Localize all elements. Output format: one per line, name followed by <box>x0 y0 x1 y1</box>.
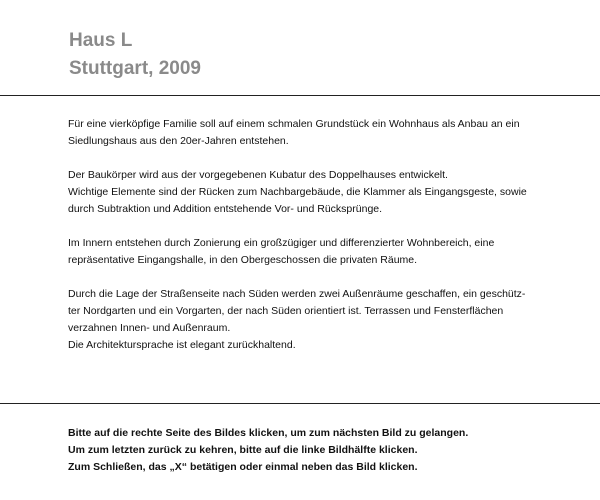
description-paragraph <box>68 286 578 354</box>
description-line: durch Subtraktion und Addition entstehende Vor- und Rücksprünge. <box>68 203 383 215</box>
description-line: Wichtige Elemente sind der Rücken zum Nachbargebäude, die Klammer als Eingangsgeste, sowie <box>68 186 527 198</box>
description-paragraph <box>68 167 578 218</box>
description-line: verzahnen Innen- und Außenraum. <box>68 322 231 334</box>
bottom-divider <box>0 403 600 404</box>
description-line: Die Architektursprache ist elegant zurückhaltend. <box>68 339 296 351</box>
top-divider <box>0 95 600 96</box>
next-image-instruction: Bitte auf die rechte Seite des Bildes klicken, um zum nächsten Bild zu gelangen. <box>68 427 469 439</box>
description-paragraph <box>68 235 578 269</box>
description-line: Durch die Lage der Straßenseite nach Süden werden zwei Außenräume geschaffen, ein geschütz- <box>68 288 526 300</box>
description-line: Der Baukörper wird aus der vorgegebenen Kubatur des Doppelhauses entwickelt. <box>68 169 448 181</box>
description-line: Siedlungshaus aus den 20er-Jahren entstehen. <box>68 135 289 147</box>
project-title: Haus L <box>69 30 133 51</box>
description-paragraph <box>68 116 578 150</box>
navigation-instructions <box>68 425 588 476</box>
description-line: Im Innern entstehen durch Zonierung ein großzügiger und differenzierter Wohnbereich, eine <box>68 237 495 249</box>
project-header <box>69 27 569 83</box>
project-description <box>68 116 578 371</box>
description-line: repräsentative Eingangshalle, in den Obergeschossen die privaten Räume. <box>68 254 418 266</box>
description-line: ter Nordgarten und ein Vorgarten, der nach Süden orientiert ist. Terrassen und Fensterflächen <box>68 305 504 317</box>
project-location-year: Stuttgart, 2009 <box>69 58 201 79</box>
close-instruction: Zum Schließen, das „X“ betätigen oder einmal neben das Bild klicken. <box>68 461 418 473</box>
description-line: Für eine vierköpfige Familie soll auf einem schmalen Grundstück ein Wohnhaus als Anbau an ein <box>68 118 520 130</box>
previous-image-instruction: Um zum letzten zurück zu kehren, bitte auf die linke Bildhälfte klicken. <box>68 444 418 456</box>
